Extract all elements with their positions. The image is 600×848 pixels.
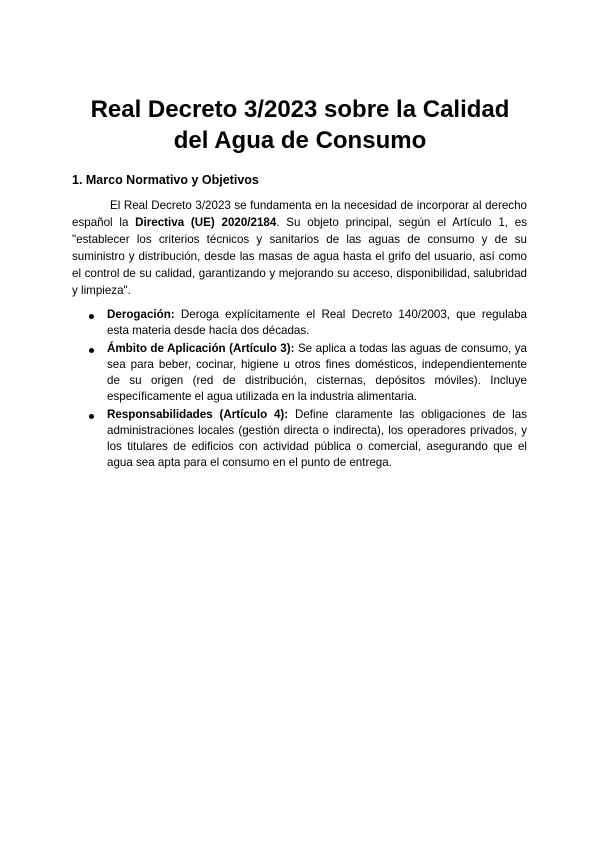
bullet-dot-icon — [89, 348, 94, 353]
bullet-list — [72, 307, 527, 473]
bullet-dot-icon — [89, 414, 94, 419]
directive-reference: Directiva (UE) 2020/2184 — [135, 216, 277, 229]
bullet-label: Responsabilidades (Artículo 4): — [107, 408, 289, 421]
bullet-label: Derogación: — [107, 308, 175, 321]
document-title: Real Decreto 3/2023 sobre la Calidad del Agua de Consumo — [90, 96, 510, 154]
bullet-derogacion — [72, 307, 527, 339]
bullet-text: Se aplica a todas las aguas de consumo, ya sea para beber, cocinar, higiene u otros fines domésticos, independientemente de su origen (red de distribución, cisternas, depósitos móviles). Incluye específicamente el agua utilizada en la industria alimentaria. — [107, 342, 527, 403]
bullet-text: Define claramente las obligaciones de las administraciones locales (gestión directa o indirecta), los operadores privados, y los titulares de edificios con actividad pública o comercial, asegurando que el agua sea apta para el consumo en el punto de entrega. — [107, 408, 527, 469]
section-heading: 1. Marco Normativo y Objetivos — [72, 173, 259, 187]
bullet-responsabilidades — [72, 407, 527, 471]
bullet-label: Ámbito de Aplicación (Artículo 3): — [107, 342, 295, 355]
intro-text-part2: . Su objeto principal, según el Artículo 1, es "establecer los criterios técnicos y sanitarios de las aguas de consumo y de su suministro y distribución, desde las masas de agua hasta el grifo del usuario, así como el control de su calidad, garantizando y mejorando su acceso, disponibilidad, salubridad y limpieza". — [72, 216, 527, 297]
intro-paragraph — [72, 197, 527, 299]
bullet-text: Deroga explícitamente el Real Decreto 140/2003, que regulaba esta materia desde hacía dos décadas. — [107, 308, 527, 337]
intro-text-part1: El Real Decreto 3/2023 se fundamenta en la necesidad de incorporar al derecho español la — [72, 199, 527, 229]
bullet-ambito — [72, 341, 527, 405]
bullet-dot-icon — [89, 314, 94, 319]
